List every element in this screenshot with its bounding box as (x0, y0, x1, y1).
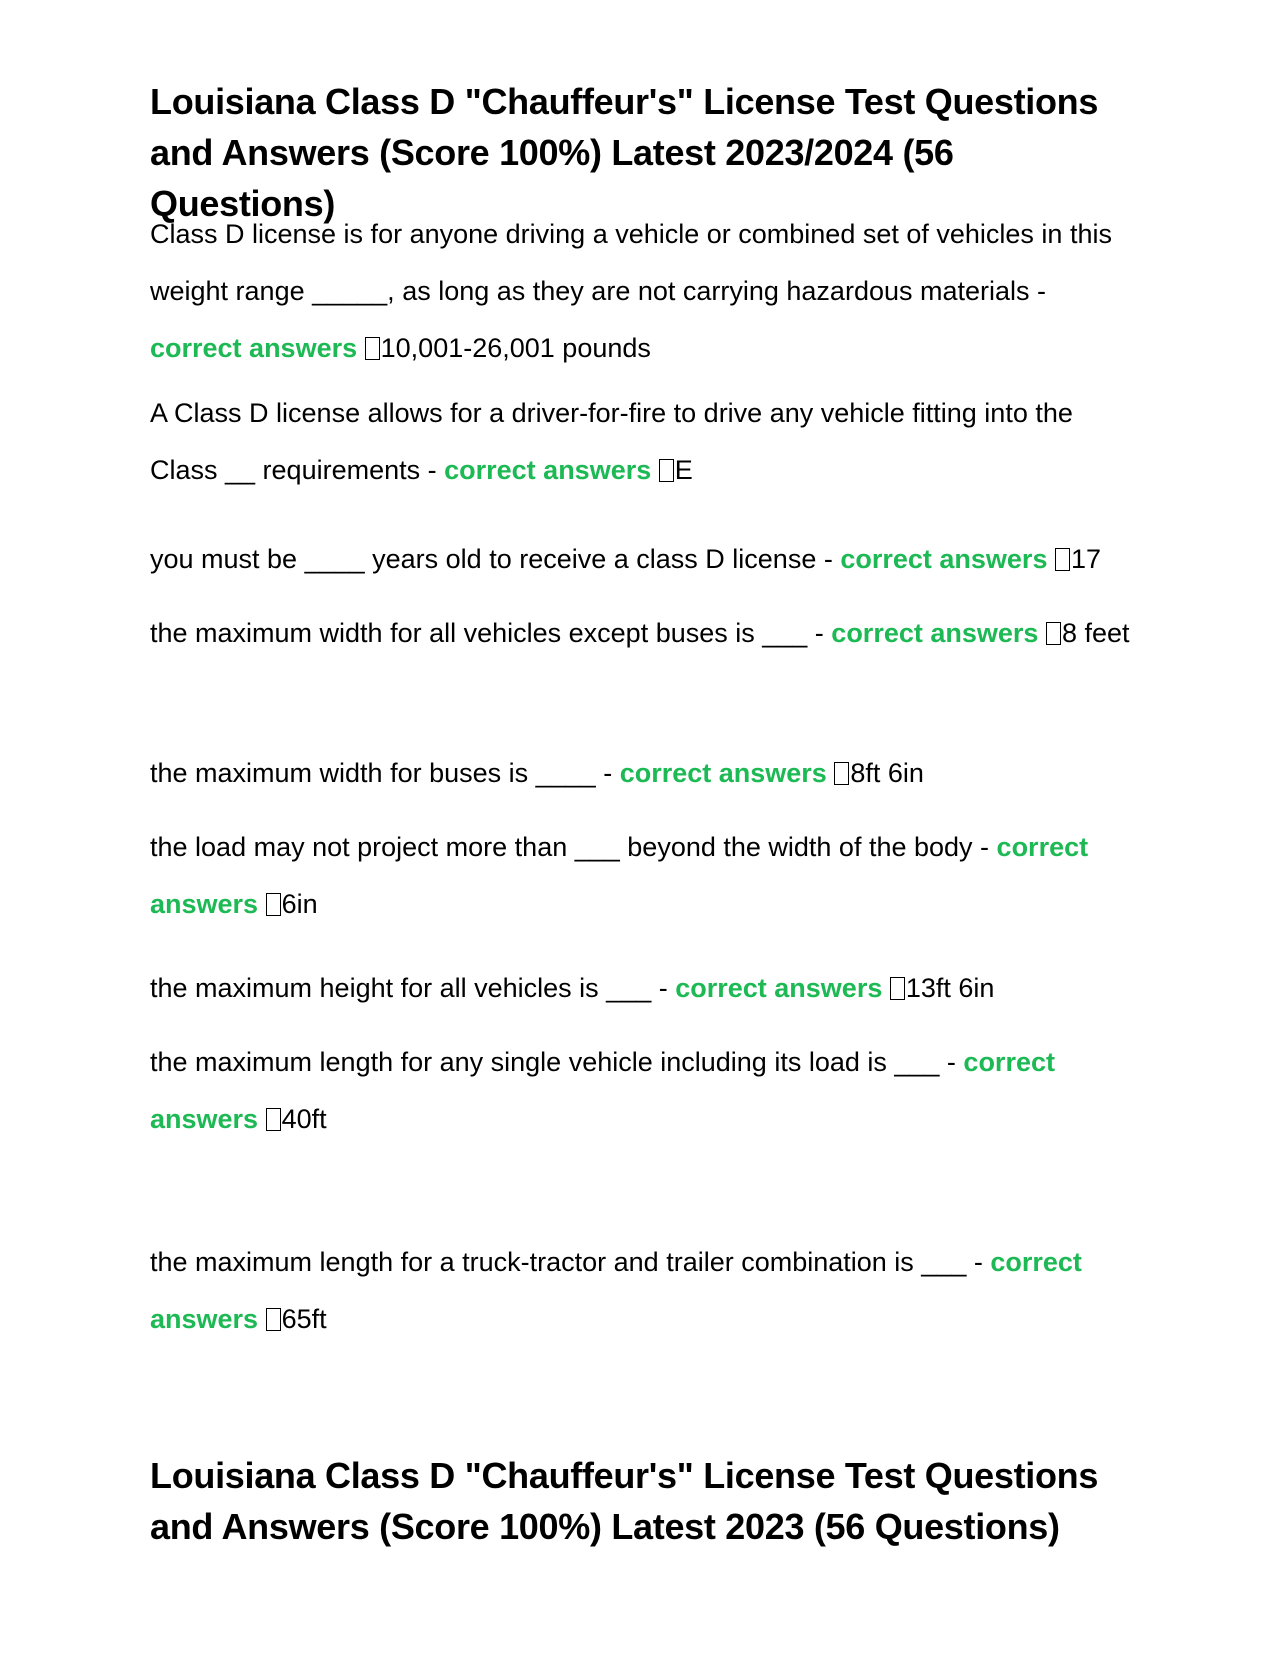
answer-label: correct answers (840, 544, 1048, 574)
question-text: the maximum length for a truck-tractor and trailer combination is ___ (150, 1247, 967, 1277)
qa-item: the maximum height for all vehicles is ___ - correct answers 13ft 6in (150, 973, 995, 1003)
answer-label: correct answers (150, 333, 358, 363)
qa-item: you must be ____ years old to receive a class D license - correct answers 17 (150, 544, 1102, 574)
missing-glyph-icon (1046, 622, 1061, 645)
document-title-repeat: Louisiana Class D "Chauffeur's" License Test Questions and Answers (Score 100%) Latest 2023 (56 Questions) (150, 1455, 1099, 1547)
missing-glyph-icon (266, 1108, 281, 1131)
question-text: the maximum height for all vehicles is ___ (150, 973, 652, 1003)
missing-glyph-icon (890, 977, 905, 1000)
question-text: you must be ____ years old to receive a class D license (150, 544, 817, 574)
qa-item: the maximum width for all vehicles except buses is ___ - correct answers 8 feet (150, 618, 1130, 648)
qa-item: the load may not project more than ___ beyond the width of the body - correct answers 6in (150, 832, 1089, 919)
answer-label: correct answers (619, 758, 827, 788)
answer-label: correct answers (675, 973, 883, 1003)
answer-text: 10,001-26,001 pounds (380, 333, 651, 363)
missing-glyph-icon (659, 459, 674, 482)
qa-item: the maximum length for a truck-tractor and trailer combination is ___ - correct answers 65ft (150, 1247, 1082, 1334)
question-text: A Class D license allows for a driver-for-fire to drive any vehicle fitting into the Class __ requirements (150, 398, 1073, 485)
missing-glyph-icon (266, 1308, 281, 1331)
answer-label: correct answers (444, 455, 652, 485)
qa-item: A Class D license allows for a driver-for-fire to drive any vehicle fitting into the Class __ requirements - correct answers E (150, 398, 1073, 485)
answer-label: correct answers (150, 832, 1089, 919)
answer-label: correct answers (831, 618, 1039, 648)
answer-text: E (674, 455, 693, 485)
question-text: Class D license is for anyone driving a vehicle or combined set of vehicles in this weight range _____, as long as they are not carrying hazardous materials (150, 219, 1112, 306)
question-text: the maximum width for buses is ____ (150, 758, 596, 788)
question-text: the maximum length for any single vehicle including its load is ___ (150, 1047, 940, 1077)
answer-text: 65ft (281, 1304, 327, 1334)
answer-text: 8ft 6in (850, 758, 924, 788)
question-text: the load may not project more than ___ beyond the width of the body (150, 832, 973, 862)
missing-glyph-icon (365, 337, 380, 360)
qa-item: the maximum width for buses is ____ - correct answers 8ft 6in (150, 758, 924, 788)
qa-item: the maximum length for any single vehicle including its load is ___ - correct answers 40ft (150, 1047, 1055, 1134)
qa-item: Class D license is for anyone driving a vehicle or combined set of vehicles in this weight range _____, as long as they are not carrying hazardous materials - correct answers 10,001-26,001 pounds (150, 219, 1112, 363)
answer-text: 40ft (281, 1104, 327, 1134)
missing-glyph-icon (834, 762, 849, 785)
answer-text: 8 feet (1061, 618, 1130, 648)
answer-text: 13ft 6in (905, 973, 995, 1003)
answer-label: correct answers (150, 1047, 1055, 1134)
answer-text: 6in (281, 889, 318, 919)
question-text: the maximum width for all vehicles except buses is ___ (150, 618, 808, 648)
document-title: Louisiana Class D "Chauffeur's" License Test Questions and Answers (Score 100%) Latest 2023/2024 (56 Questions) (150, 81, 1099, 224)
answer-label: correct answers (150, 1247, 1082, 1334)
missing-glyph-icon (266, 893, 281, 916)
answer-text: 17 (1070, 544, 1102, 574)
missing-glyph-icon (1055, 548, 1070, 571)
